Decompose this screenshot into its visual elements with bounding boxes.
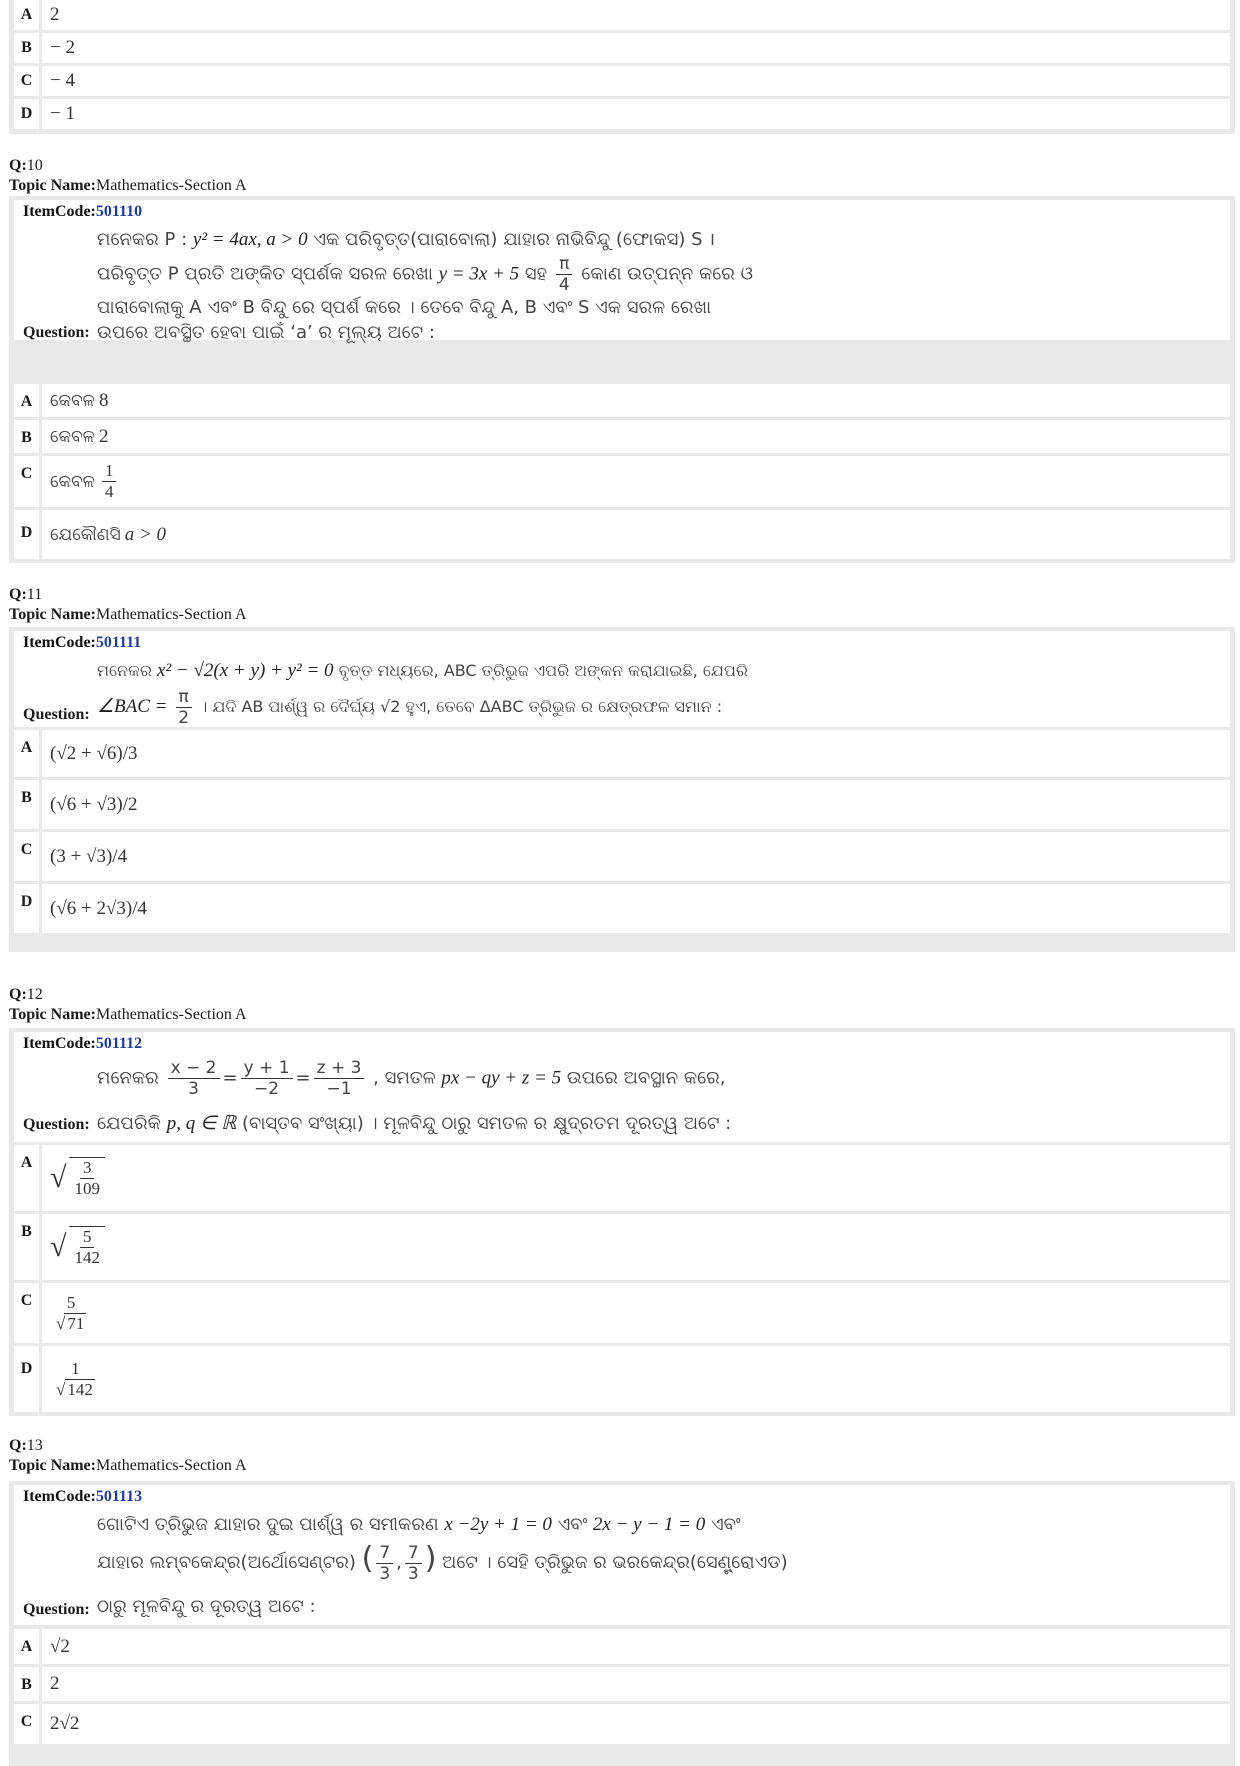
option-value: (√6 + √3)/2: [50, 793, 138, 815]
option-letter: A: [14, 1145, 42, 1211]
q11-question-label: Question:: [23, 706, 90, 723]
q10-number: Q:10: [9, 157, 43, 174]
q10-question-line-4: ଉପରେ ଅବସ୍ଥିତ ହେବା ପାଇଁ ‘a’ ର ମୂଲ୍ୟ ଅଟେ :: [97, 322, 435, 343]
option-letter: D: [14, 1346, 42, 1412]
q13-question-line-2: ଯାହାର ଲମ୍ବକେନ୍ଦ୍ର(ଅର୍ଥୋସେଣ୍ଟର) ( $\frac{7}{3}$ , $\frac{7}{3}$ ) ଅଟେ । ସେହି ତ୍ରିଭୁଜ ର ଭରକେନ୍ଦ୍ର(ସେଣ୍ଟ୍ରୋଏଡ): [97, 1541, 788, 1584]
q12-option-d[interactable]: [14, 1346, 1230, 1412]
q11-question-line-2: ∠BAC = $\frac{\pi}{2}$ । ଯଦି AB ପାର୍ଶ୍ୱ ର ଦୈର୍ଘ୍ୟ √2 ହୁଏ, ତେବେ ΔABC ତ୍ରିଭୁଜ ର କ୍ଷେତ୍ରଫଳ ସମାନ :: [97, 687, 723, 728]
q10-question-area: [14, 200, 1230, 343]
option-value: କେବଳ $\frac{1}{4}$: [50, 456, 119, 507]
option-value: − 4: [50, 70, 75, 91]
option-value: (√6 + 2√3)/4: [50, 897, 148, 919]
option-value: √2: [50, 1635, 70, 1657]
option-letter: C: [14, 456, 42, 507]
q11-number: Q:11: [9, 586, 43, 603]
q10-question-line-3: ପାରାବୋଲାକୁ A ଏବଂ B ବିନ୍ଦୁ ରେ ସ୍ପର୍ଶ କରେ । ତେବେ ବିନ୍ଦୁ A, B ଏବଂ S ଏକ ସରଳ ରେଖା: [97, 297, 712, 318]
q11-question-area: [14, 631, 1230, 727]
q10-option-c[interactable]: [14, 456, 1230, 507]
q10-option-a[interactable]: [14, 384, 1230, 417]
q12-question-line-2: ଯେପରିକି p, q ∈ ℝ (ବାସ୍ତବ ସଂଖ୍ୟା) । ମୂଳବିନ୍ଦୁ ଠାରୁ ସମତଳ ର କ୍ଷୁଦ୍ରତମ ଦୂରତ୍ୱ ଅଟେ :: [97, 1113, 732, 1134]
option-value: କେବଳ 2: [50, 425, 109, 447]
q13-option-b[interactable]: [14, 1667, 1230, 1701]
q11-option-a[interactable]: [14, 730, 1230, 777]
option-value: (√2 + √6)/3: [50, 742, 138, 764]
option-value: 2√2: [50, 1713, 80, 1734]
q10-option-d[interactable]: [14, 510, 1230, 559]
q10-question-label: Question:: [23, 324, 90, 341]
q12-box: [9, 1028, 1235, 1416]
option-letter: A: [14, 1629, 42, 1664]
option-letter: C: [14, 66, 42, 96]
q10-question-line-2: ପରିବୃତ୍ତ P ପ୍ରତି ଅଙ୍କିତ ସ୍ପର୍ଶକ ସରଳ ରେଖା y = 3x + 5 ସହ $\frac{\pi}{4}$ କୋଣ ଉତ୍ପନ୍ନ କରେ ଓ: [97, 254, 754, 295]
option-value: ଯେକୌଣସି a > 0: [50, 523, 167, 545]
option-letter: B: [14, 33, 42, 63]
option-value: କେବଳ 8: [50, 389, 109, 411]
q12-option-c[interactable]: [14, 1283, 1230, 1343]
q13-question-line-1: ଗୋଟିଏ ତ୍ରିଭୁଜ ଯାହାର ଦୁଇ ପାର୍ଶ୍ୱ ର ସମୀକରଣ x −2y + 1 = 0 ଏବଂ 2x − y − 1 = 0 ଏବଂ: [97, 1514, 741, 1535]
q13-question-label: Question:: [23, 1601, 90, 1618]
option-value: √ $\frac{3}{109}$: [50, 1145, 108, 1211]
q11-itemcode: ItemCode:501111: [23, 634, 142, 651]
q9-option-c[interactable]: [14, 66, 1230, 96]
q10-box: [9, 196, 1235, 563]
q11-box: [9, 627, 1235, 952]
q13-box: [9, 1481, 1235, 1766]
q12-itemcode: ItemCode:501112: [23, 1035, 143, 1052]
q12-option-b[interactable]: [14, 1214, 1230, 1280]
q11-option-c[interactable]: [14, 832, 1230, 881]
q11-question-line-1: ମନେକର x² − √2(x + y) + y² = 0 ବୃତ୍ତ ମଧ୍ୟରେ, ABC ତ୍ରିଭୁଜ ଏପରି ଅଙ୍କନ କରାଯାଇଛି, ଯେପରି: [97, 660, 748, 681]
q11-option-d[interactable]: [14, 884, 1230, 933]
option-value: $\frac{1}{√ 142}$: [56, 1358, 93, 1399]
q13-question-line-3: ଠାରୁ ମୂଳବିନ୍ଦୁ ର ଦୂରତ୍ୱ ଅଟେ :: [97, 1596, 316, 1617]
option-letter: C: [14, 1704, 42, 1744]
q10-option-b[interactable]: [14, 420, 1230, 453]
option-letter: B: [14, 1667, 42, 1701]
q13-option-a[interactable]: [14, 1629, 1230, 1664]
option-value: − 2: [50, 37, 75, 58]
option-letter: B: [14, 780, 42, 829]
option-letter: C: [14, 1283, 42, 1343]
q13-question-area: [14, 1485, 1230, 1625]
q10-itemcode: ItemCode:501110: [23, 203, 143, 220]
q11-option-b[interactable]: [14, 780, 1230, 829]
q13-option-c[interactable]: [14, 1704, 1230, 1744]
option-letter: D: [14, 884, 42, 933]
option-letter: B: [14, 1214, 42, 1280]
option-letter: B: [14, 420, 42, 453]
q9-options-box: [9, 0, 1235, 134]
q9-option-b[interactable]: [14, 33, 1230, 63]
option-value: (3 + √3)/4: [50, 845, 128, 867]
q10-question-line-1: ମନେକର P : y² = 4ax, a > 0 ଏକ ପରିବୃତ୍ତ(ପାରାବୋଲା) ଯାହାର ନାଭିବିନ୍ଦୁ (ଫୋକସ) S ।: [97, 229, 716, 250]
option-value: 2: [50, 4, 60, 25]
q12-number: Q:12: [9, 986, 43, 1003]
q11-topic: Topic Name:Mathematics-Section A: [9, 606, 247, 623]
q9-option-d[interactable]: [14, 99, 1230, 129]
option-value: √ $\frac{5}{142}$: [50, 1214, 108, 1280]
option-value: − 1: [50, 103, 75, 124]
option-letter: A: [14, 730, 42, 777]
option-value: $\frac{5}{√ 71}$: [56, 1292, 85, 1333]
option-letter: C: [14, 832, 42, 881]
q9-option-a[interactable]: [14, 0, 1230, 30]
q12-question-label: Question:: [23, 1116, 90, 1133]
q13-topic: Topic Name:Mathematics-Section A: [9, 1457, 247, 1474]
q12-question-line-1: ମନେକର $\frac{x - 2}{3}$ = $\frac{y + 1}{-2}$ = $\frac{z + 3}{-1}$ , ସମତଳ px − qy + z = 5 ଉପରେ ଅବସ୍ଥାନ କରେ,: [97, 1058, 726, 1099]
option-letter: A: [14, 0, 42, 30]
q12-question-area: [14, 1032, 1230, 1142]
option-letter: D: [14, 99, 42, 129]
option-letter: D: [14, 510, 42, 559]
q13-number: Q:13: [9, 1437, 43, 1454]
q12-option-a[interactable]: [14, 1145, 1230, 1211]
option-value: 2: [50, 1673, 60, 1694]
q10-topic: Topic Name:Mathematics-Section A: [9, 177, 247, 194]
option-letter: A: [14, 384, 42, 417]
q12-topic: Topic Name:Mathematics-Section A: [9, 1006, 247, 1023]
q13-itemcode: ItemCode:501113: [23, 1488, 143, 1505]
